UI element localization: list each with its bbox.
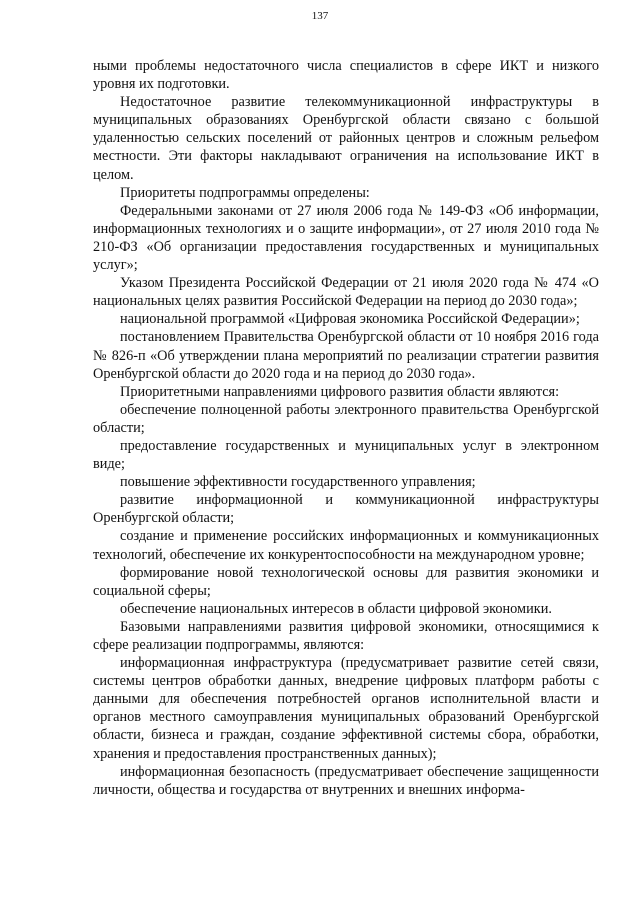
body-text [93,57,599,799]
paragraph: Федеральными законами от 27 июля 2006 года № 149-ФЗ «Об информации, информационных технологиях и о защите информации», от 27 июля 2010 года № 210-ФЗ «Об организации предоставления государственных и муниципальных услуг»; [93,202,599,274]
list-item: повышение эффективности государственного управления; [120,474,476,491]
list-item: обеспечение полноценной работы электронного правительства Оренбургской области; [93,401,599,436]
list-item: предоставление государственных и муниципальных услуг в электронном виде; [93,437,599,473]
paragraph: Указом Президента Российской Федерации от 21 июля 2020 года № 474 «О национальных целях развития Российской Федерации на период до 2030 года»; [93,275,599,310]
paragraph: национальной программой «Цифровая экономика Российской Федерации»; [120,311,580,328]
list-item: создание и применение российских информационных и коммуникационных технологий, обеспечение их конкурентоспособности на международном уровне; [93,528,599,563]
paragraph: ными проблемы недостаточного числа специалистов в сфере ИКТ и низкого уровня их подготовки. [93,58,599,93]
list-item: информационная безопасность (предусматривает обеспечение защищенности личности, общества и государства от внутренних и внешних информа- [93,763,599,798]
list-item: развитие информационной и коммуникационной инфраструктуры Оренбургской области; [93,492,599,527]
paragraph: Недостаточное развитие телекоммуникационной инфраструктуры в муниципальных образованиях Оренбургской области связано с большой удаленностью сельских поселений от районных центров и сложным рельефом местности. Эти факторы накладывают ограничения на использование ИКТ в целом. [93,94,599,183]
list-item: обеспечение национальных интересов в области цифровой экономики. [120,600,552,617]
paragraph: Приоритеты подпрограммы определены: [120,184,370,201]
page-number: 137 [311,10,329,22]
list-item: информационная инфраструктура (предусматривает развитие сетей связи, системы центров обработки данных, внедрение цифровых платформ работы с данными для обеспечения потребностей органов исполнительной власти и органов местного самоуправления муниципальных образований Оренбургской области, бизнеса и граждан, создание эффективной системы сбора, обработки, хранения и предоставления пространственных данных); [93,655,599,762]
paragraph: Приоритетными направлениями цифрового развития области являются: [120,383,560,400]
paragraph: постановлением Правительства Оренбургской области от 10 ноября 2016 года № 826-п «Об утверждении плана мероприятий по реализации стратегии развития Оренбургской области до 2020 года и на период до 2030 года». [93,329,599,382]
list-item: формирование новой технологической основы для развития экономики и социальной сферы; [93,564,599,599]
paragraph: Базовыми направлениями развития цифровой экономики, относящимися к сфере реализации подпрограммы, являются: [93,618,599,653]
